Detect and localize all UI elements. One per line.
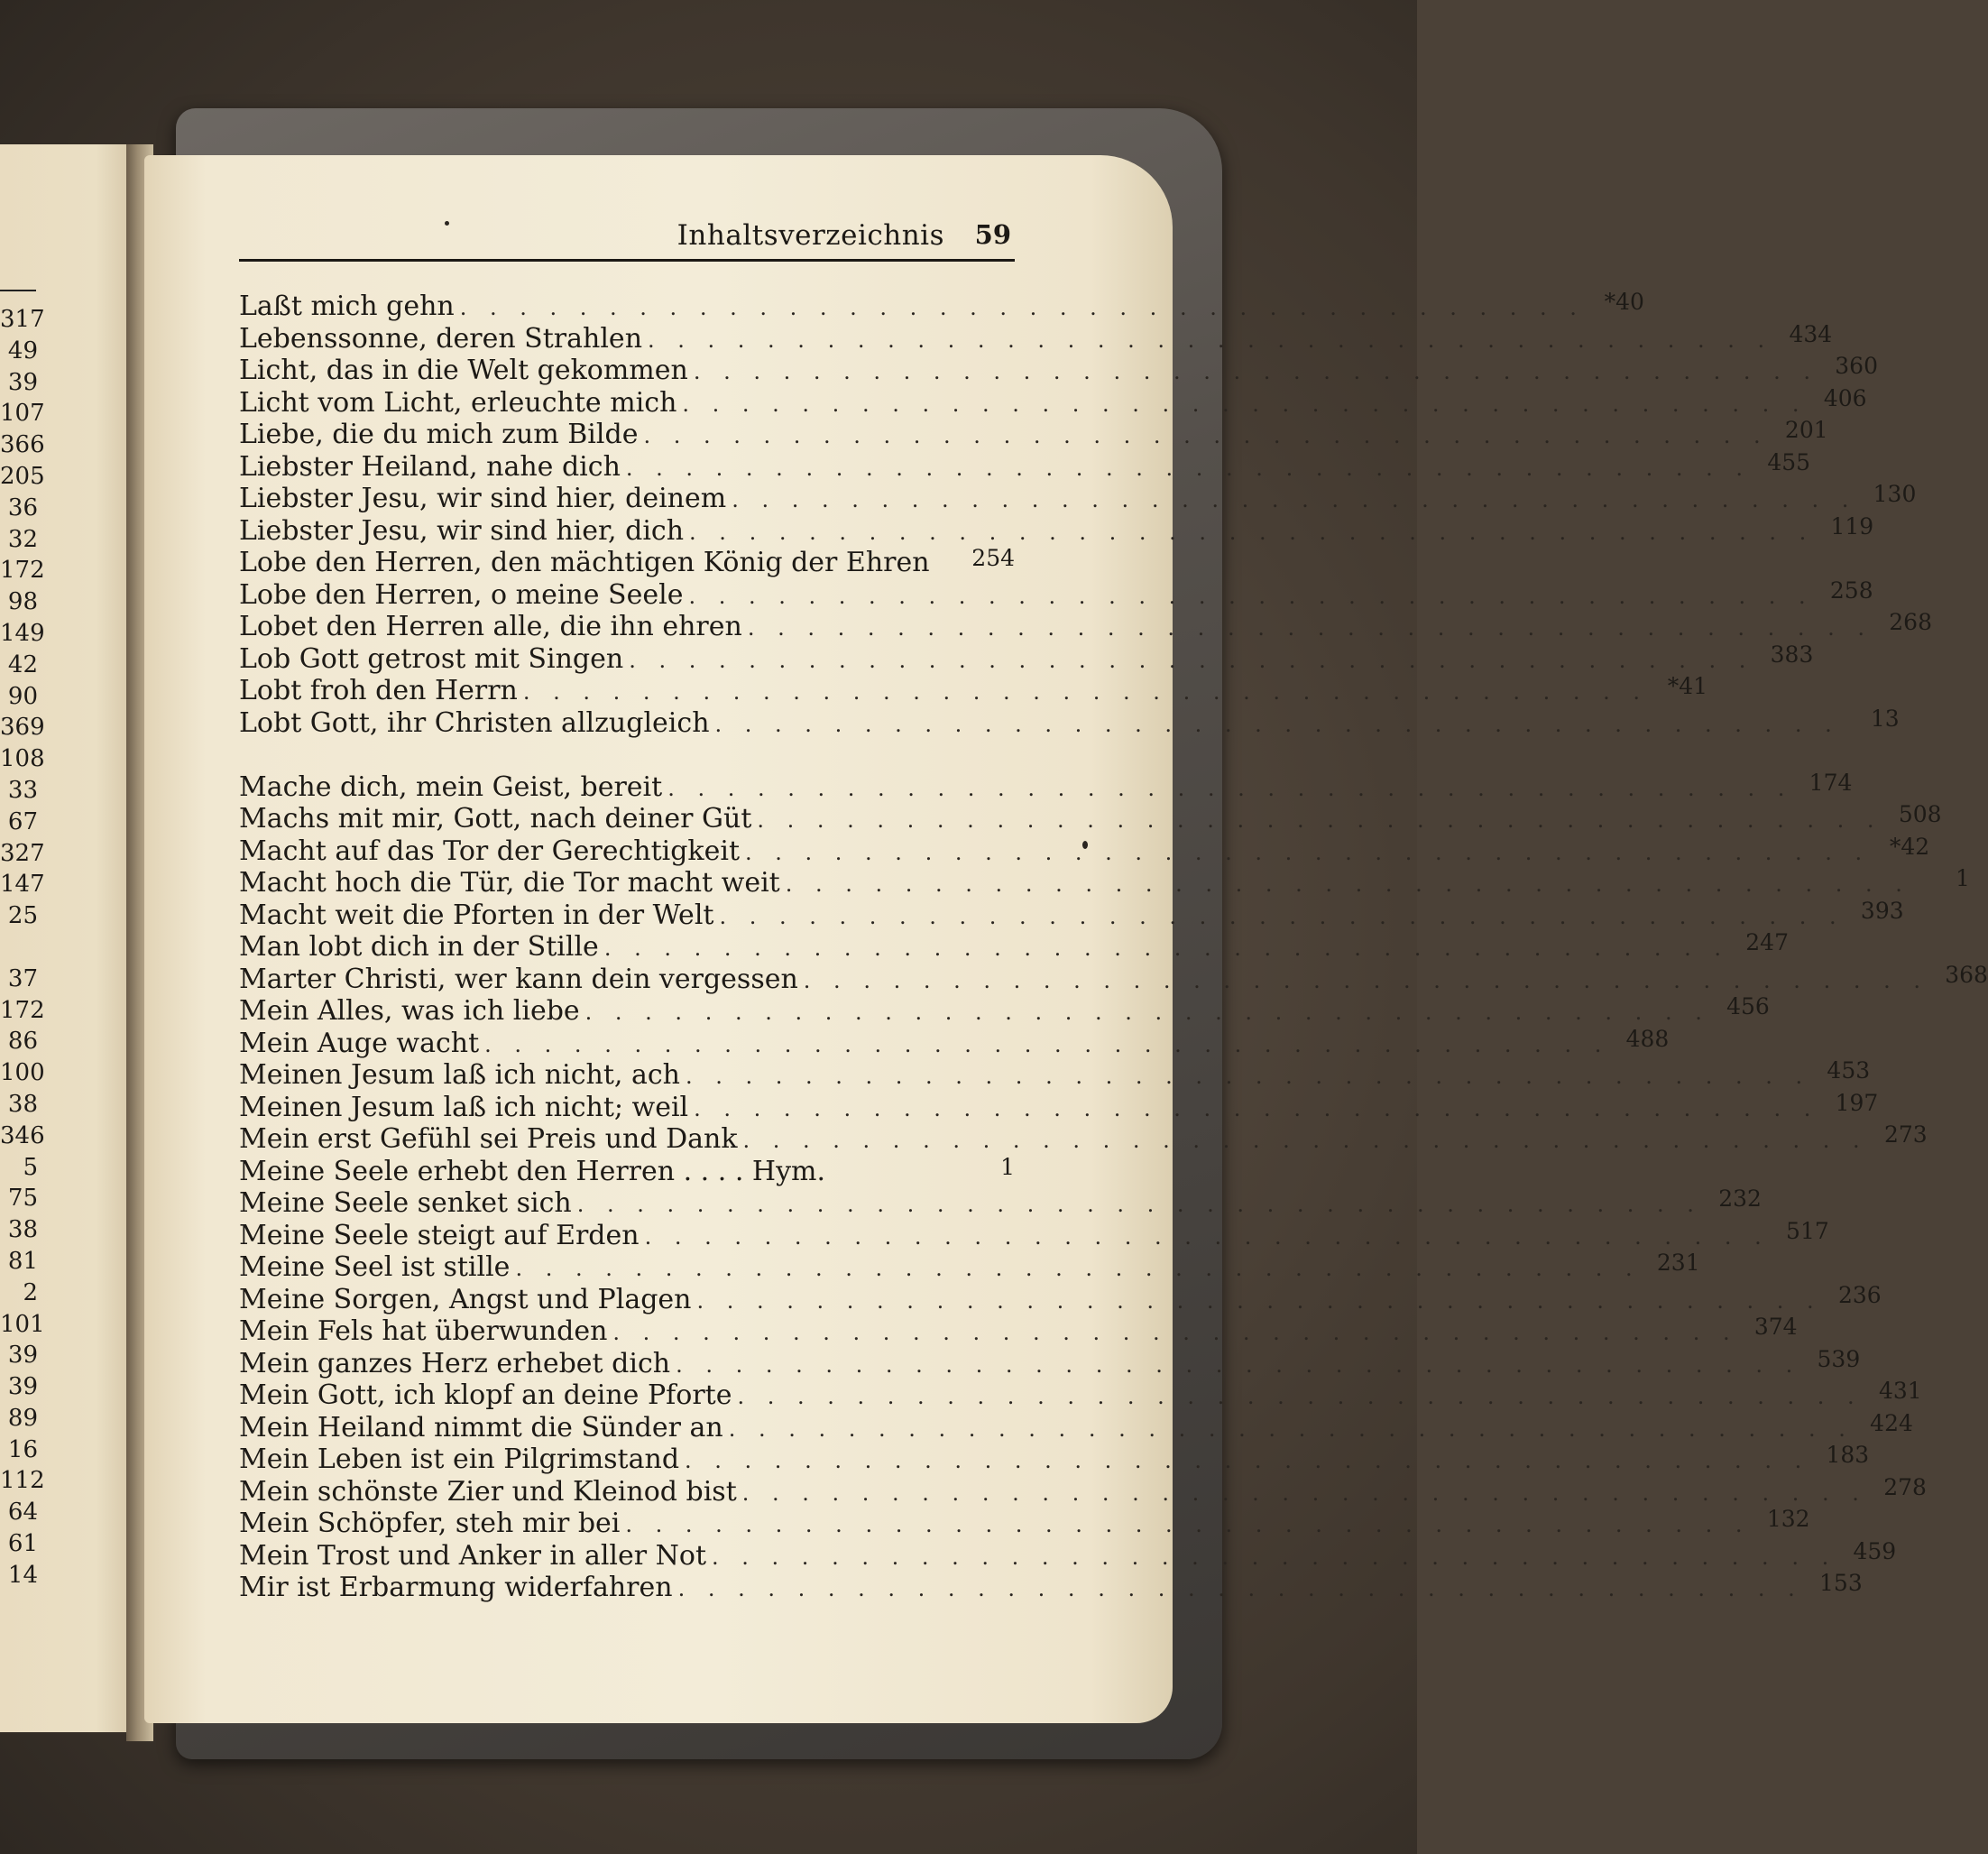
dot-leader — [726, 484, 1862, 517]
entry-title: Macht weit die Pforten in der Welt — [239, 899, 714, 931]
hymn-number: 247 — [1745, 929, 1789, 955]
entry-title: Lob Gott getrost mit Singen — [239, 642, 624, 675]
dot-leader — [684, 517, 1819, 549]
entry-title: Mein Alles, was ich liebe — [239, 995, 580, 1027]
dot-leader — [742, 613, 1878, 645]
entry-title: Mein erst Gefühl sei Preis und Dank — [239, 1123, 738, 1155]
left-page-number: 90 — [7, 682, 38, 710]
entry-title: Liebster Jesu, wir sind hier, dich — [239, 514, 685, 547]
left-page-number: 36 — [7, 493, 38, 521]
dot-leader — [640, 1222, 1775, 1254]
left-page-number: 37 — [7, 964, 38, 992]
toc-entry — [239, 1570, 1863, 1604]
toc-entry — [239, 1506, 1810, 1540]
left-page-number: 61 — [7, 1530, 38, 1558]
left-page-number: 81 — [7, 1247, 38, 1275]
left-page-number: 112 — [0, 1467, 45, 1495]
entry-title: Mein Schöpfer, steh mir bei — [239, 1508, 621, 1539]
toc-entry — [239, 1185, 1762, 1220]
dot-leader — [680, 1061, 1816, 1093]
entry-title: Licht, das in die Welt gekommen — [239, 355, 688, 386]
left-page-number: 42 — [7, 650, 38, 678]
hymn-number: 459 — [1853, 1537, 1897, 1564]
toc-entry — [239, 897, 1904, 932]
dot-leader — [780, 869, 1916, 901]
hymn-number: 119 — [1830, 512, 1874, 540]
hymn-number: 273 — [1883, 1121, 1928, 1148]
left-page-number: 32 — [7, 525, 38, 553]
dot-leader — [683, 581, 1818, 613]
toc-entry — [239, 769, 1853, 804]
left-page-number: 14 — [7, 1561, 38, 1589]
hymn-number: 508 — [1898, 801, 1942, 827]
toc-entry — [239, 929, 1789, 964]
entry-title: Macht auf das Tor der Gerechtigkeit — [239, 835, 741, 867]
left-page-number: 369 — [0, 714, 45, 742]
dot-leader — [670, 1350, 1806, 1382]
dot-leader — [455, 292, 1590, 325]
left-page-number: 107 — [0, 400, 45, 428]
left-page-number: 39 — [7, 1373, 38, 1401]
toc-entry — [239, 705, 1900, 740]
dot-leader — [692, 1286, 1827, 1318]
entry-title: Mein Gott, ich klopf an deine Pforte — [239, 1379, 732, 1411]
hymn-number: 374 — [1753, 1314, 1798, 1340]
dot-leader — [580, 997, 1716, 1029]
dot-leader — [737, 1478, 1873, 1510]
left-page-number: 108 — [0, 745, 45, 773]
hymn-number: *41 — [1667, 673, 1708, 699]
toc-entry — [239, 1473, 1927, 1508]
left-page-number: 101 — [0, 1310, 45, 1338]
dot-leader — [572, 1189, 1707, 1222]
entry-title: Mein Auge wacht — [239, 1027, 480, 1059]
toc-entry — [239, 1378, 1922, 1412]
left-page-number: 16 — [7, 1435, 38, 1463]
toc-entry — [239, 1217, 1829, 1252]
dot-leader — [662, 773, 1798, 806]
toc-entry — [239, 1442, 1870, 1476]
toc-entry — [239, 865, 1970, 899]
toc-entry — [239, 833, 1930, 868]
hymn-number: 434 — [1789, 320, 1833, 347]
toc-entry — [239, 1025, 1670, 1060]
left-page-number: 147 — [0, 871, 45, 899]
entry-title: Meine Sorgen, Angst und Plagen — [239, 1283, 692, 1315]
left-page-number: 25 — [7, 902, 38, 930]
dot-leader — [676, 389, 1812, 421]
hymn-number: 1 — [1000, 1153, 1015, 1180]
hymn-number: 455 — [1767, 448, 1811, 475]
left-page-number: 346 — [0, 1121, 45, 1149]
hymn-number: 183 — [1826, 1442, 1870, 1468]
entry-title: Mein Leben ist ein Pilgrimstand — [239, 1444, 680, 1475]
left-page-number: 5 — [23, 1153, 38, 1181]
hymn-number: 278 — [1883, 1473, 1927, 1500]
hymn-number: 539 — [1817, 1345, 1861, 1372]
dot-leader — [673, 1573, 1809, 1606]
left-page-number: 67 — [7, 807, 38, 835]
hymn-number: 201 — [1784, 417, 1828, 443]
left-page-number: 64 — [7, 1499, 38, 1527]
left-page-number: 49 — [7, 337, 38, 364]
dot-leader — [688, 356, 1824, 389]
hymn-number: 232 — [1718, 1185, 1762, 1212]
hymn-number: 236 — [1837, 1281, 1882, 1308]
left-page-numbers — [0, 304, 45, 1591]
entry-title: Mache dich, mein Geist, bereit — [239, 770, 663, 803]
toc-entry — [239, 1281, 1882, 1316]
left-page-number: 100 — [0, 1059, 45, 1087]
toc-entry — [239, 801, 1942, 835]
dot-leader — [642, 325, 1778, 357]
entry-title: Meine Seele steigt auf Erden — [239, 1219, 640, 1251]
left-page-number: 172 — [0, 557, 45, 585]
dot-leader — [723, 1414, 1859, 1446]
entry-title: Lobet den Herren alle, die ihn ehren — [239, 611, 742, 642]
dot-leader — [620, 1509, 1755, 1542]
entry-title: Liebster Jesu, wir sind hier, deinem — [239, 483, 727, 514]
entry-title: Lebenssonne, deren Strahlen — [239, 322, 643, 355]
entry-title: Liebster Heiland, nahe dich — [239, 450, 621, 483]
entry-title: Lobt Gott, ihr Christen allzugleich — [239, 706, 710, 739]
entry-title: Meine Seel ist stille — [239, 1251, 511, 1283]
entry-title: Lobt froh den Herrn — [239, 675, 518, 706]
table-of-contents — [239, 289, 1988, 1604]
toc-entry — [239, 320, 1833, 355]
left-page-number: 327 — [0, 839, 45, 867]
hymn-number: 393 — [1860, 897, 1904, 924]
toc-entry — [239, 1345, 1861, 1380]
dot-leader — [638, 420, 1773, 453]
dot-leader — [607, 1317, 1743, 1350]
dot-leader — [621, 453, 1756, 485]
entry-title: Machs mit mir, Gott, nach deiner Güt — [239, 803, 752, 835]
entry-title: Mein Fels hat überwunden — [239, 1315, 608, 1347]
dot-leader — [706, 1542, 1842, 1574]
toc-entry — [239, 576, 1873, 612]
hymn-number: 153 — [1819, 1570, 1863, 1596]
hymn-number: 383 — [1770, 641, 1814, 668]
left-page-number: 75 — [7, 1185, 38, 1213]
hymn-number: 258 — [1829, 576, 1873, 604]
entry-title: Licht vom Licht, erleuchte mich — [239, 386, 677, 419]
entry-title: Marter Christi, wer kann dein vergessen — [239, 963, 798, 995]
toc-entry — [239, 1250, 1700, 1284]
header-title: Inhaltsverzeichnis — [676, 219, 944, 252]
hymn-number: 13 — [1870, 705, 1900, 732]
toc-entry — [239, 1121, 1928, 1156]
toc-entry — [239, 481, 1917, 515]
left-page-number: 33 — [7, 776, 38, 804]
left-page-number: 39 — [7, 368, 38, 396]
hymn-number: 453 — [1827, 1057, 1871, 1084]
toc-entry — [239, 993, 1770, 1028]
entry-title: Mein Trost und Anker in aller Not — [239, 1539, 707, 1572]
page-header — [239, 219, 1015, 262]
left-page-number: 2 — [23, 1278, 38, 1306]
dot-leader — [738, 1125, 1873, 1158]
left-page-number: 38 — [7, 1090, 38, 1118]
left-page-number: 39 — [7, 1342, 38, 1370]
toc-entry — [239, 353, 1878, 387]
dot-leader — [713, 901, 1849, 934]
page-number: 59 — [974, 219, 1011, 250]
toc-entry — [239, 384, 1867, 420]
entry-title: Lobe den Herren, den mächtigen König der Ehren — [239, 547, 930, 578]
left-page-number: 317 — [0, 306, 45, 333]
dot-leader — [740, 837, 1875, 870]
hymn-number: 231 — [1656, 1250, 1700, 1276]
toc-entry — [239, 417, 1828, 451]
toc-entry — [239, 609, 1932, 643]
dot-leader — [710, 709, 1845, 742]
entry-title: Laßt mich gehn — [239, 291, 455, 322]
dot-leader — [510, 1253, 1645, 1286]
dot-leader — [599, 933, 1735, 965]
hymn-number: *42 — [1889, 833, 1930, 860]
entry-title: Man lobt dich in der Stille — [239, 931, 599, 963]
dot-leader — [479, 1029, 1615, 1062]
entry-title: Liebe, die du mich zum Bilde — [239, 419, 639, 450]
entry-title: Mein schönste Zier und Kleinod bist — [239, 1475, 737, 1508]
entry-title: Meine Seele erhebt den Herren . . . . Hym. — [239, 1155, 825, 1187]
hymn-number: 268 — [1889, 609, 1932, 635]
entry-title: Macht hoch die Tür, die Tor macht weit — [239, 867, 780, 899]
hymn-number: 456 — [1726, 993, 1770, 1019]
left-page-number: 89 — [7, 1404, 38, 1432]
left-page-number: 366 — [0, 431, 45, 459]
toc-entry — [239, 448, 1811, 484]
dot-leader — [732, 1381, 1867, 1414]
hymn-number: *40 — [1604, 289, 1644, 315]
dot-leader — [688, 1093, 1824, 1126]
dot-leader — [623, 645, 1759, 678]
toc-entry — [239, 512, 1874, 548]
toc-entry — [239, 547, 1015, 579]
hymn-number: 517 — [1786, 1217, 1829, 1244]
left-page-number: 98 — [7, 588, 38, 616]
left-page-number: 86 — [7, 1028, 38, 1056]
toc-entry — [239, 1153, 1015, 1188]
toc-entry — [239, 1057, 1871, 1092]
hymn-number: 488 — [1625, 1025, 1670, 1052]
left-page-number: 205 — [0, 462, 45, 490]
hymn-number: 132 — [1766, 1506, 1810, 1532]
hymn-number: 424 — [1870, 1409, 1913, 1436]
toc-entry — [239, 1089, 1879, 1124]
dot-leader — [518, 677, 1653, 709]
toc-entry — [239, 1409, 1913, 1444]
toc-entry — [239, 961, 1988, 996]
entry-title: Mir ist Erbarmung widerfahren — [239, 1572, 673, 1603]
hymn-number: 254 — [971, 545, 1016, 571]
entry-title: Mein Heiland nimmt die Sünder an — [239, 1411, 723, 1444]
toc-entry — [239, 673, 1708, 707]
toc-entry — [239, 1314, 1798, 1348]
entry-title: Lobe den Herren, o meine Seele — [239, 578, 684, 611]
hymn-number: 1 — [1956, 865, 1970, 891]
left-page-number: 172 — [0, 996, 45, 1024]
entry-title: Meine Seele senket sich — [239, 1187, 572, 1219]
entry-title: Meinen Jesum laß ich nicht; weil — [239, 1091, 689, 1123]
toc-entry — [239, 641, 1814, 676]
dot-leader — [679, 1445, 1815, 1478]
hymn-number: 368 — [1945, 961, 1988, 988]
left-page-number: 149 — [0, 619, 45, 647]
left-page-rule — [0, 290, 36, 291]
hymn-number: 174 — [1809, 769, 1853, 796]
hymn-number: 406 — [1823, 384, 1867, 411]
toc-entry — [239, 1537, 1897, 1573]
entry-title: Mein ganzes Herz erhebet dich — [239, 1347, 671, 1379]
hymn-number: 360 — [1835, 353, 1878, 379]
toc-entry — [239, 289, 1644, 323]
hymn-number: 130 — [1873, 481, 1917, 507]
hymn-number: 197 — [1835, 1089, 1879, 1116]
entry-title: Meinen Jesum laß ich nicht, ach — [239, 1059, 680, 1091]
left-page-number: 38 — [7, 1216, 38, 1244]
dot-leader — [751, 805, 1887, 837]
hymn-number: 431 — [1878, 1378, 1922, 1404]
